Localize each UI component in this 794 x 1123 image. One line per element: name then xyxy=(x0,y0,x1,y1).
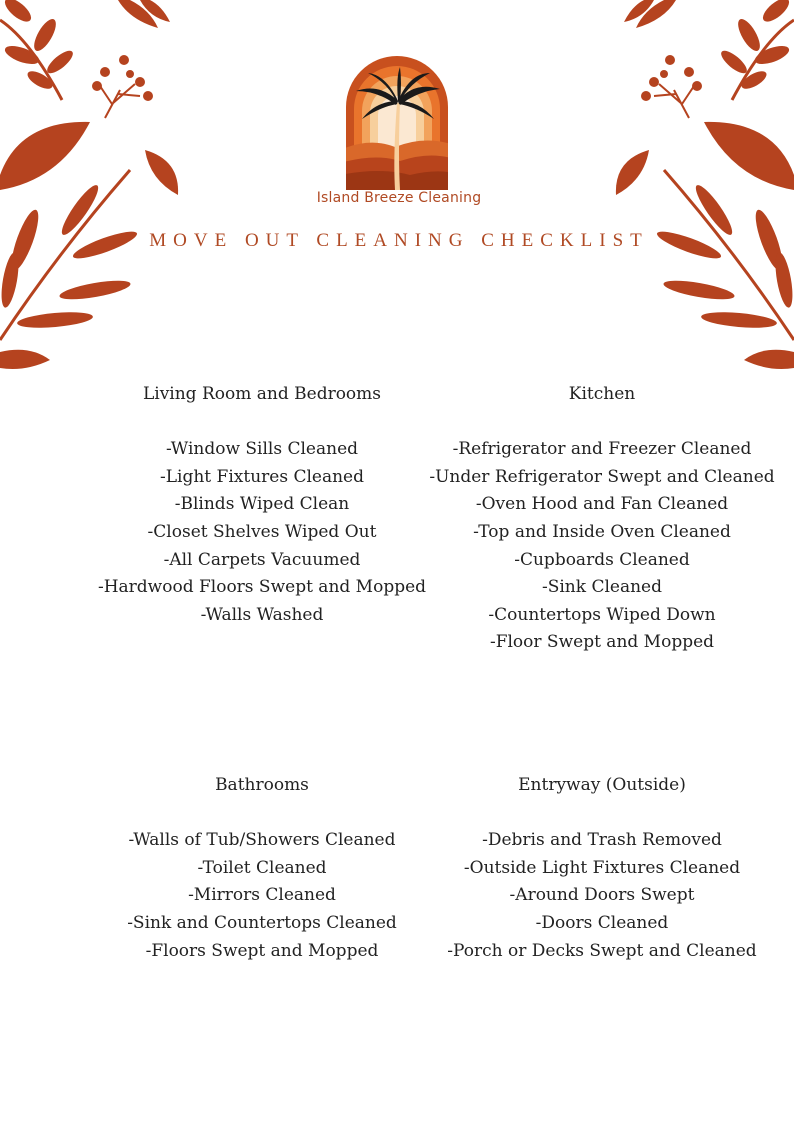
list-item: -Sink and Countertops Cleaned xyxy=(127,912,397,933)
section-living-room-bedrooms xyxy=(90,381,434,629)
list-item: -Window Sills Cleaned xyxy=(165,439,359,460)
page-title: MOVE OUT CLEANING CHECKLIST xyxy=(149,230,649,251)
section-bathrooms xyxy=(90,772,434,965)
list-item: -Porch or Decks Swept and Cleaned xyxy=(447,940,757,961)
list-item: -Mirrors Cleaned xyxy=(188,885,336,906)
section-heading: Entryway (Outside) xyxy=(518,775,686,795)
section-kitchen xyxy=(420,381,784,657)
list-item: -Under Refrigerator Swept and Cleaned xyxy=(429,466,775,487)
section-entryway-outside xyxy=(420,772,784,965)
list-item: -Outside Light Fixtures Cleaned xyxy=(463,857,741,878)
palm-tree-arch-icon xyxy=(340,55,454,195)
list-item: -Walls of Tub/Showers Cleaned xyxy=(128,830,396,851)
list-item: -Floor Swept and Mopped xyxy=(489,632,715,653)
brand-name: Island Breeze Cleaning xyxy=(316,190,482,206)
list-item: -Refrigerator and Freezer Cleaned xyxy=(452,439,752,460)
list-item: -Debris and Trash Removed xyxy=(482,830,722,851)
list-item: -Closet Shelves Wiped Out xyxy=(147,521,377,542)
list-item: -Oven Hood and Fan Cleaned xyxy=(475,494,729,515)
section-heading: Kitchen xyxy=(568,384,636,404)
decorative-leaves-right-icon xyxy=(594,0,794,380)
section-heading: Bathrooms xyxy=(215,775,309,795)
list-item: -All Carpets Vacuumed xyxy=(163,549,361,570)
list-item: -Blinds Wiped Clean xyxy=(174,494,350,515)
list-item: -Hardwood Floors Swept and Mopped xyxy=(97,577,427,598)
list-item: -Around Doors Swept xyxy=(509,885,695,906)
section-heading: Living Room and Bedrooms xyxy=(142,384,382,404)
list-item: -Cupboards Cleaned xyxy=(514,549,690,570)
list-item: -Doors Cleaned xyxy=(535,912,669,933)
list-item: -Top and Inside Oven Cleaned xyxy=(473,521,731,542)
list-item: -Light Fixtures Cleaned xyxy=(160,466,364,487)
list-item: -Countertops Wiped Down xyxy=(488,604,716,625)
list-item: -Floors Swept and Mopped xyxy=(145,940,379,961)
decorative-leaves-left-icon xyxy=(0,0,200,380)
list-item: -Walls Washed xyxy=(200,604,324,625)
list-item: -Sink Cleaned xyxy=(541,577,662,598)
list-item: -Toilet Cleaned xyxy=(197,857,327,878)
